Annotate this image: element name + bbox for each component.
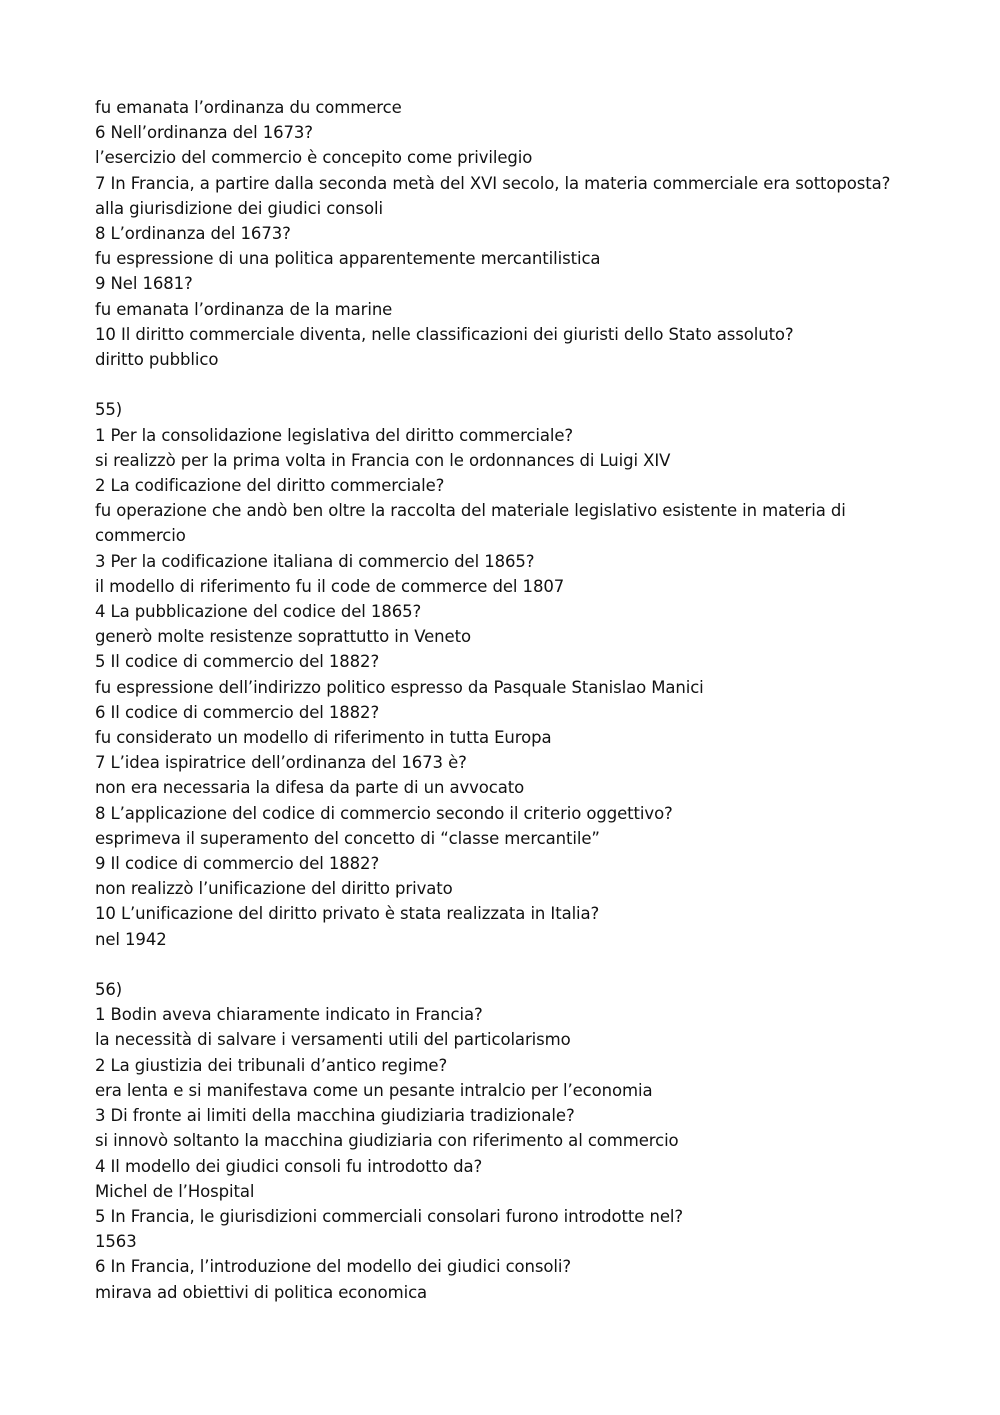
text-line: l’esercizio del commercio è concepito come privilegio — [95, 148, 533, 168]
document-page — [95, 95, 925, 1305]
text-line: il modello di riferimento fu il code de commerce del 1807 — [95, 576, 565, 596]
text-block-55 — [95, 397, 925, 951]
text-line: 1563 — [95, 1232, 137, 1252]
text-line: fu emanata l’ordinanza du commerce — [95, 98, 402, 117]
text-line: 9 Nel 1681? — [95, 274, 193, 294]
text-line: alla giurisdizione dei giudici consoli — [95, 198, 383, 218]
text-block-56 — [95, 977, 925, 1305]
text-line: 1 Bodin aveva chiaramente indicato in Francia? — [95, 1005, 483, 1025]
text-line: 6 Il codice di commercio del 1882? — [95, 702, 380, 722]
text-line: esprimeva il superamento del concetto di “classe mercantile” — [95, 828, 600, 848]
text-block-1 — [95, 95, 925, 372]
text-line: 5 In Francia, le giurisdizioni commerciali consolari furono introdotte nel? — [95, 1206, 684, 1226]
text-line: si innovò soltanto la macchina giudiziaria con riferimento al commercio — [95, 1131, 679, 1151]
text-line: fu espressione dell’indirizzo politico espresso da Pasquale Stanislao Manici — [95, 677, 704, 697]
text-line: 9 Il codice di commercio del 1882? — [95, 854, 380, 874]
text-line: non realizzò l’unificazione del diritto privato — [95, 879, 453, 899]
text-line: la necessità di salvare i versamenti utili del particolarismo — [95, 1030, 571, 1050]
text-line: 6 In Francia, l’introduzione del modello dei giudici consoli? — [95, 1257, 572, 1277]
text-line: mirava ad obiettivi di politica economica — [95, 1282, 428, 1302]
text-line: 2 La codificazione del diritto commerciale? — [95, 476, 445, 496]
text-line: 3 Di fronte ai limiti della macchina giudiziaria tradizionale? — [95, 1106, 575, 1126]
text-line: Michel de l’Hospital — [95, 1181, 255, 1201]
text-line: nel 1942 — [95, 929, 167, 949]
text-line: commercio — [95, 526, 186, 546]
text-line: 4 La pubblicazione del codice del 1865? — [95, 602, 422, 622]
text-line: diritto pubblico — [95, 350, 219, 370]
text-line: non era necessaria la difesa da parte di un avvocato — [95, 778, 525, 798]
text-line: fu emanata l’ordinanza de la marine — [95, 299, 393, 319]
block-spacer — [95, 372, 925, 397]
text-line: 10 L’unificazione del diritto privato è stata realizzata in Italia? — [95, 904, 600, 924]
text-line: 1 Per la consolidazione legislativa del diritto commerciale? — [95, 425, 574, 445]
block-spacer — [95, 952, 925, 977]
text-line: fu considerato un modello di riferimento in tutta Europa — [95, 728, 552, 748]
text-line: 8 L’applicazione del codice di commercio secondo il criterio oggettivo? — [95, 803, 673, 823]
text-line: generò molte resistenze soprattutto in Veneto — [95, 627, 471, 647]
section-heading: 56) — [95, 980, 123, 1000]
text-line: era lenta e si manifestava come un pesante intralcio per l’economia — [95, 1080, 653, 1100]
section-heading: 55) — [95, 400, 123, 420]
text-line: si realizzò per la prima volta in Francia con le ordonnances di Luigi XIV — [95, 450, 671, 470]
text-line: 7 In Francia, a partire dalla seconda metà del XVI secolo, la materia commerciale era sottoposta? — [95, 173, 891, 193]
text-line: 4 Il modello dei giudici consoli fu introdotto da? — [95, 1156, 483, 1176]
text-line: 2 La giustizia dei tribunali d’antico regime? — [95, 1055, 448, 1075]
text-line: fu operazione che andò ben oltre la raccolta del materiale legislativo esistente in materia di — [95, 501, 846, 521]
text-line: 7 L’idea ispiratrice dell’ordinanza del 1673 è? — [95, 753, 467, 773]
text-line: fu espressione di una politica apparentemente mercantilistica — [95, 249, 601, 269]
text-line: 5 Il codice di commercio del 1882? — [95, 652, 380, 672]
text-line: 10 Il diritto commerciale diventa, nelle classificazioni dei giuristi dello Stato assoluto? — [95, 324, 794, 344]
text-line: 8 L’ordinanza del 1673? — [95, 224, 291, 244]
text-line: 6 Nell’ordinanza del 1673? — [95, 123, 313, 143]
text-line: 3 Per la codificazione italiana di commercio del 1865? — [95, 551, 535, 571]
